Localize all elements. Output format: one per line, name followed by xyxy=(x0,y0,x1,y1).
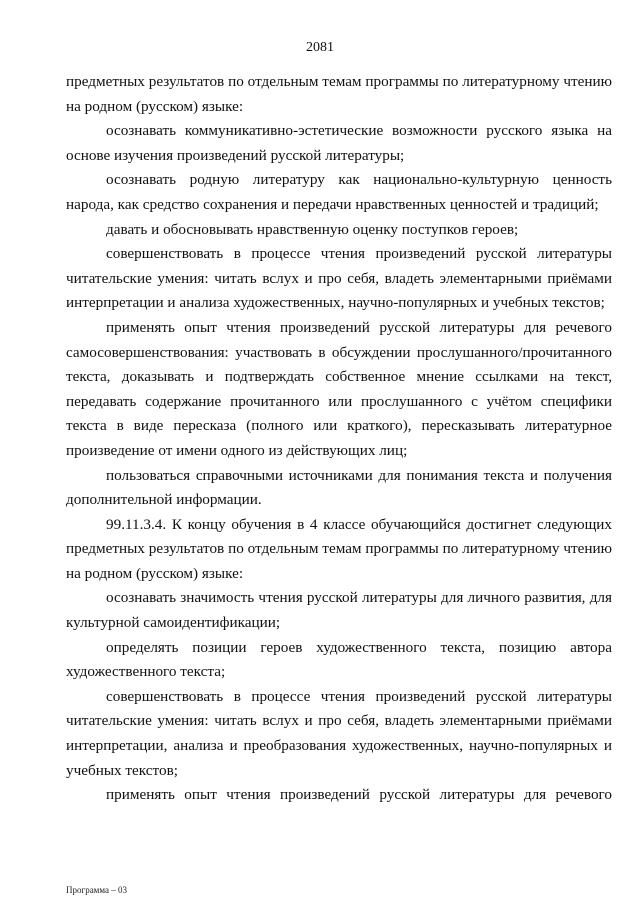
list-item: совершенствовать в процессе чтения произведений русской литературы читательские умения: читать вслух и про себя, владеть элементарными приёмами интерпретации и анализа художественных, научно-популярных и учебных текстов; xyxy=(66,245,612,312)
list-item: давать и обосновывать нравственную оценку поступков героев; xyxy=(106,220,519,238)
list-item: определять позиции героев художественного текста, позицию автора художественного текста; xyxy=(66,638,612,681)
list-item: осознавать родную литературу как национально-культурную ценность народа, как средство сохранения и передачи нравственных ценностей и традиций; xyxy=(66,171,612,213)
paragraph-continuation: предметных результатов по отдельным темам программы по литературному чтению на родном (русском) языке: xyxy=(66,73,612,115)
section-paragraph: 99.11.3.4. К концу обучения в 4 классе обучающийся достигнет следующих предметных результатов по отдельным темам программы по литературному чтению на родном (русском) языке: xyxy=(66,515,612,582)
list-item: применять опыт чтения произведений русской литературы для речевого xyxy=(106,786,612,804)
list-item: совершенствовать в процессе чтения произведений русской литературы читательские умения: читать вслух и про себя, владеть элементарными приёмами интерпретации, анализа и преобразования художественных, научно-популярных и учебных текстов; xyxy=(66,687,612,779)
list-item: применять опыт чтения произведений русской литературы для речевого самосовершенствования: участвовать в обсуждении прослушанного/прочитанного текста, доказывать и подтверждать собственное мнение ссылками на текст, передавать содержание прочитанного или прослушанного с учётом специфики текста в виде пересказа (полного или краткого), пересказывать литературное произведение от имени одного из действующих лиц; xyxy=(66,318,612,459)
page-number: 2081 xyxy=(306,40,334,55)
list-item: осознавать коммуникативно-эстетические возможности русского языка на основе изучения произведений русской литературы; xyxy=(66,122,612,164)
list-item: осознавать значимость чтения русской литературы для личного развития, для культурной самоидентификации; xyxy=(66,589,612,632)
footer-label: Программа – 03 xyxy=(66,885,128,895)
document-body xyxy=(66,70,612,808)
list-item: пользоваться справочными источниками для понимания текста и получения дополнительной информации. xyxy=(66,466,612,509)
